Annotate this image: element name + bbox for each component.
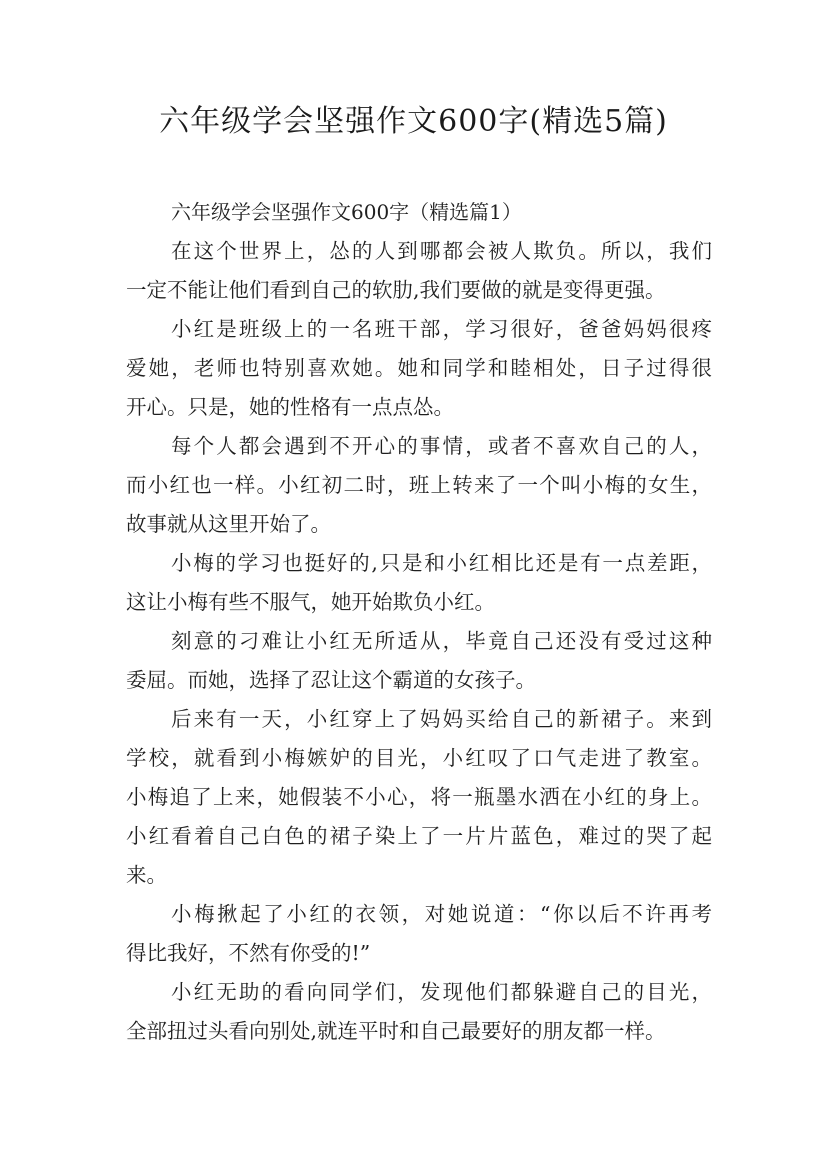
section-heading: 六年级学会坚强作文600字（精选篇1）	[171, 200, 522, 224]
paragraph	[126, 895, 712, 973]
paragraph	[126, 232, 712, 310]
document-body	[126, 232, 712, 1051]
paragraph-line: 小红看着自己白色的裙子染上了一片片蓝色，难过的哭了起	[126, 824, 712, 848]
paragraph-line: 小红是班级上的一名班干部，学习很好，爸爸妈妈很疼	[171, 317, 712, 341]
paragraph-line: 这让小梅有些不服气，她开始欺负小红。	[126, 590, 495, 614]
paragraph	[126, 622, 712, 700]
paragraph-line: 刻意的刁难让小红无所适从，毕竟自己还没有受过这种	[171, 629, 712, 653]
paragraph-line: 得比我好，不然有你受的!”	[126, 941, 371, 965]
paragraph-line: 故事就从这里开始了。	[126, 512, 331, 536]
paragraph	[126, 544, 712, 622]
paragraph-line: 在这个世界上，怂的人到哪都会被人欺负。所以，我们	[171, 239, 712, 263]
paragraph-line: 小梅揪起了小红的衣领，对她说道：“你以后不许再考	[171, 902, 712, 926]
document-title: 六年级学会坚强作文600字(精选5篇)	[159, 104, 668, 139]
paragraph-line: 全部扭过头看向别处,就连平时和自己最要好的朋友都一样。	[126, 1019, 666, 1043]
paragraph	[126, 700, 712, 895]
paragraph-line: 爱她，老师也特别喜欢她。她和同学和睦相处，日子过得很	[126, 356, 712, 380]
paragraph-line: 委屈。而她，选择了忍让这个霸道的女孩子。	[126, 668, 536, 692]
paragraph	[126, 973, 712, 1051]
paragraph-line: 每个人都会遇到不开心的事情，或者不喜欢自己的人，	[171, 434, 712, 458]
paragraph	[126, 310, 712, 427]
paragraph-line: 小梅追了上来，她假装不小心，将一瓶墨水洒在小红的身上。	[126, 785, 712, 809]
paragraph-line: 后来有一天，小红穿上了妈妈买给自己的新裙子。来到	[171, 707, 712, 731]
paragraph-line: 而小红也一样。小红初二时，班上转来了一个叫小梅的女生，	[126, 473, 712, 497]
paragraph	[126, 427, 712, 544]
paragraph-line: 一定不能让他们看到自己的软肋,我们要做的就是变得更强。	[126, 278, 666, 302]
paragraph-line: 开心。只是，她的性格有一点点怂。	[126, 395, 454, 419]
paragraph-line: 小红无助的看向同学们，发现他们都躲避自己的目光，	[171, 980, 712, 1004]
paragraph-line: 来。	[126, 863, 167, 887]
paragraph-line: 学校，就看到小梅嫉妒的目光，小红叹了口气走进了教室。	[126, 746, 712, 770]
paragraph-line: 小梅的学习也挺好的,只是和小红相比还是有一点差距，	[171, 551, 712, 575]
